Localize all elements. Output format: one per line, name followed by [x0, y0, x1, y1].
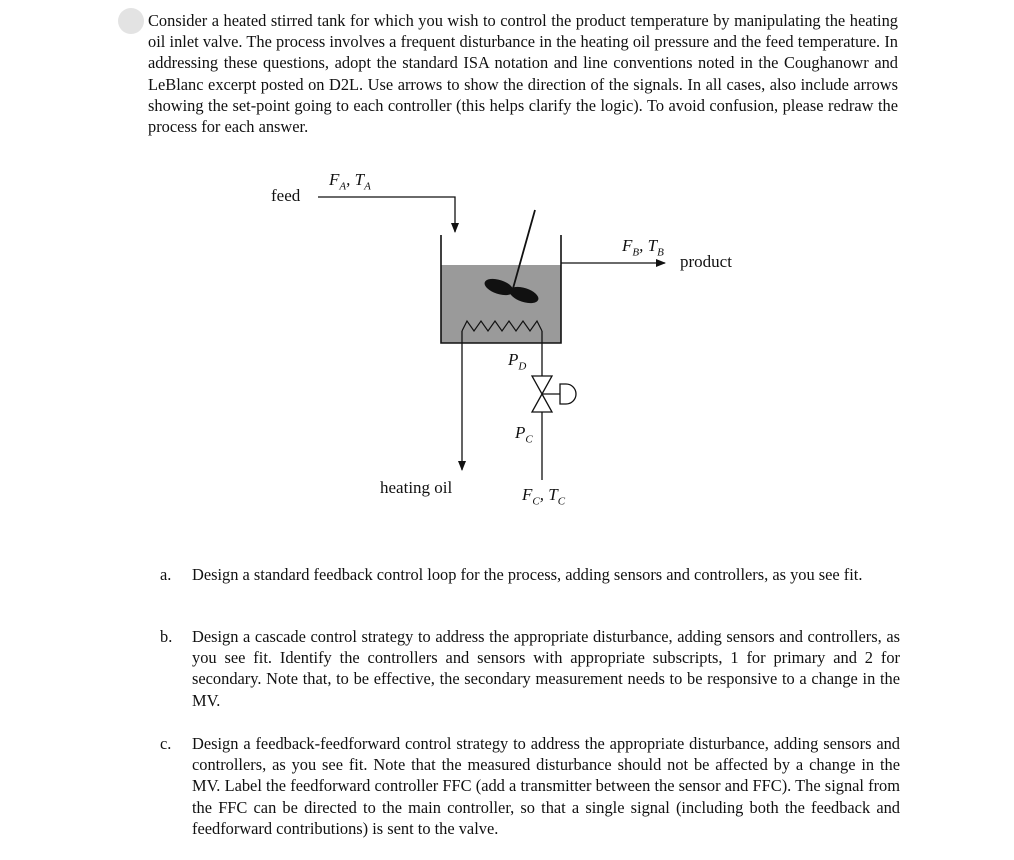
question-text: Design a standard feedback control loop for the process, adding sensors and controllers, as you see fit.: [192, 565, 863, 584]
question-letter: a.: [160, 565, 172, 584]
feed-variables-label: $F_A$, $T_A$: [329, 170, 371, 193]
heating-oil-label: heating oil: [380, 478, 453, 497]
pressure-upstream-label: $P_C$: [515, 423, 533, 446]
product-variables-label: $F_B$, $T_B$: [622, 236, 664, 259]
feed-label: feed: [271, 186, 301, 205]
problem-intro: Consider a heated stirred tank for which you wish to control the product temperature by manipulating the heating oil inlet valve. The process involves a frequent disturbance in the heating oil pressure and the feed temperature. In addressing these questions, adopt the standard ISA notation and line conventions noted in the Coughanowr and LeBlanc excerpt posted on D2L. Use arrows to show the direction of the signals. In all cases, also include arrows showing the set-point going to each controller (this helps clarify the logic). To avoid confusion, please redraw the process for each answer.: [148, 11, 898, 137]
tank-liquid: [441, 265, 561, 343]
question-b: [160, 626, 900, 711]
valve-actuator: [560, 384, 576, 404]
question-letter: c.: [160, 734, 172, 753]
question-letter: b.: [160, 627, 173, 646]
question-text: Design a cascade control strategy to address the appropriate disturbance, adding sensors and controllers, as you see fit. Identify the controllers and sensors with appropriate subscripts, 1 for primary and 2 for secondary. Note that, to be effective, the secondary measurement needs to be responsive to a change in the MV.: [192, 627, 900, 710]
question-text: Design a feedback-feedforward control strategy to address the appropriate disturbance, adding sensors and controllers, as you see fit. Note that the measured disturbance should not be affected by a change in the MV. Label the feedforward controller FFC (add a transmitter between the sensor and FFC). The signal from the FFC can be directed to the main controller, so that a single signal (including both the feedback and feedforward contributions) is sent to the valve.: [192, 734, 900, 838]
feed-line: [318, 197, 455, 232]
product-label: product: [680, 252, 732, 271]
oil-inlet-variables-label: $F_C$, $T_C$: [522, 485, 566, 508]
question-a: [160, 564, 900, 585]
pressure-downstream-label: $P_D$: [508, 350, 527, 373]
question-c: [160, 733, 900, 839]
